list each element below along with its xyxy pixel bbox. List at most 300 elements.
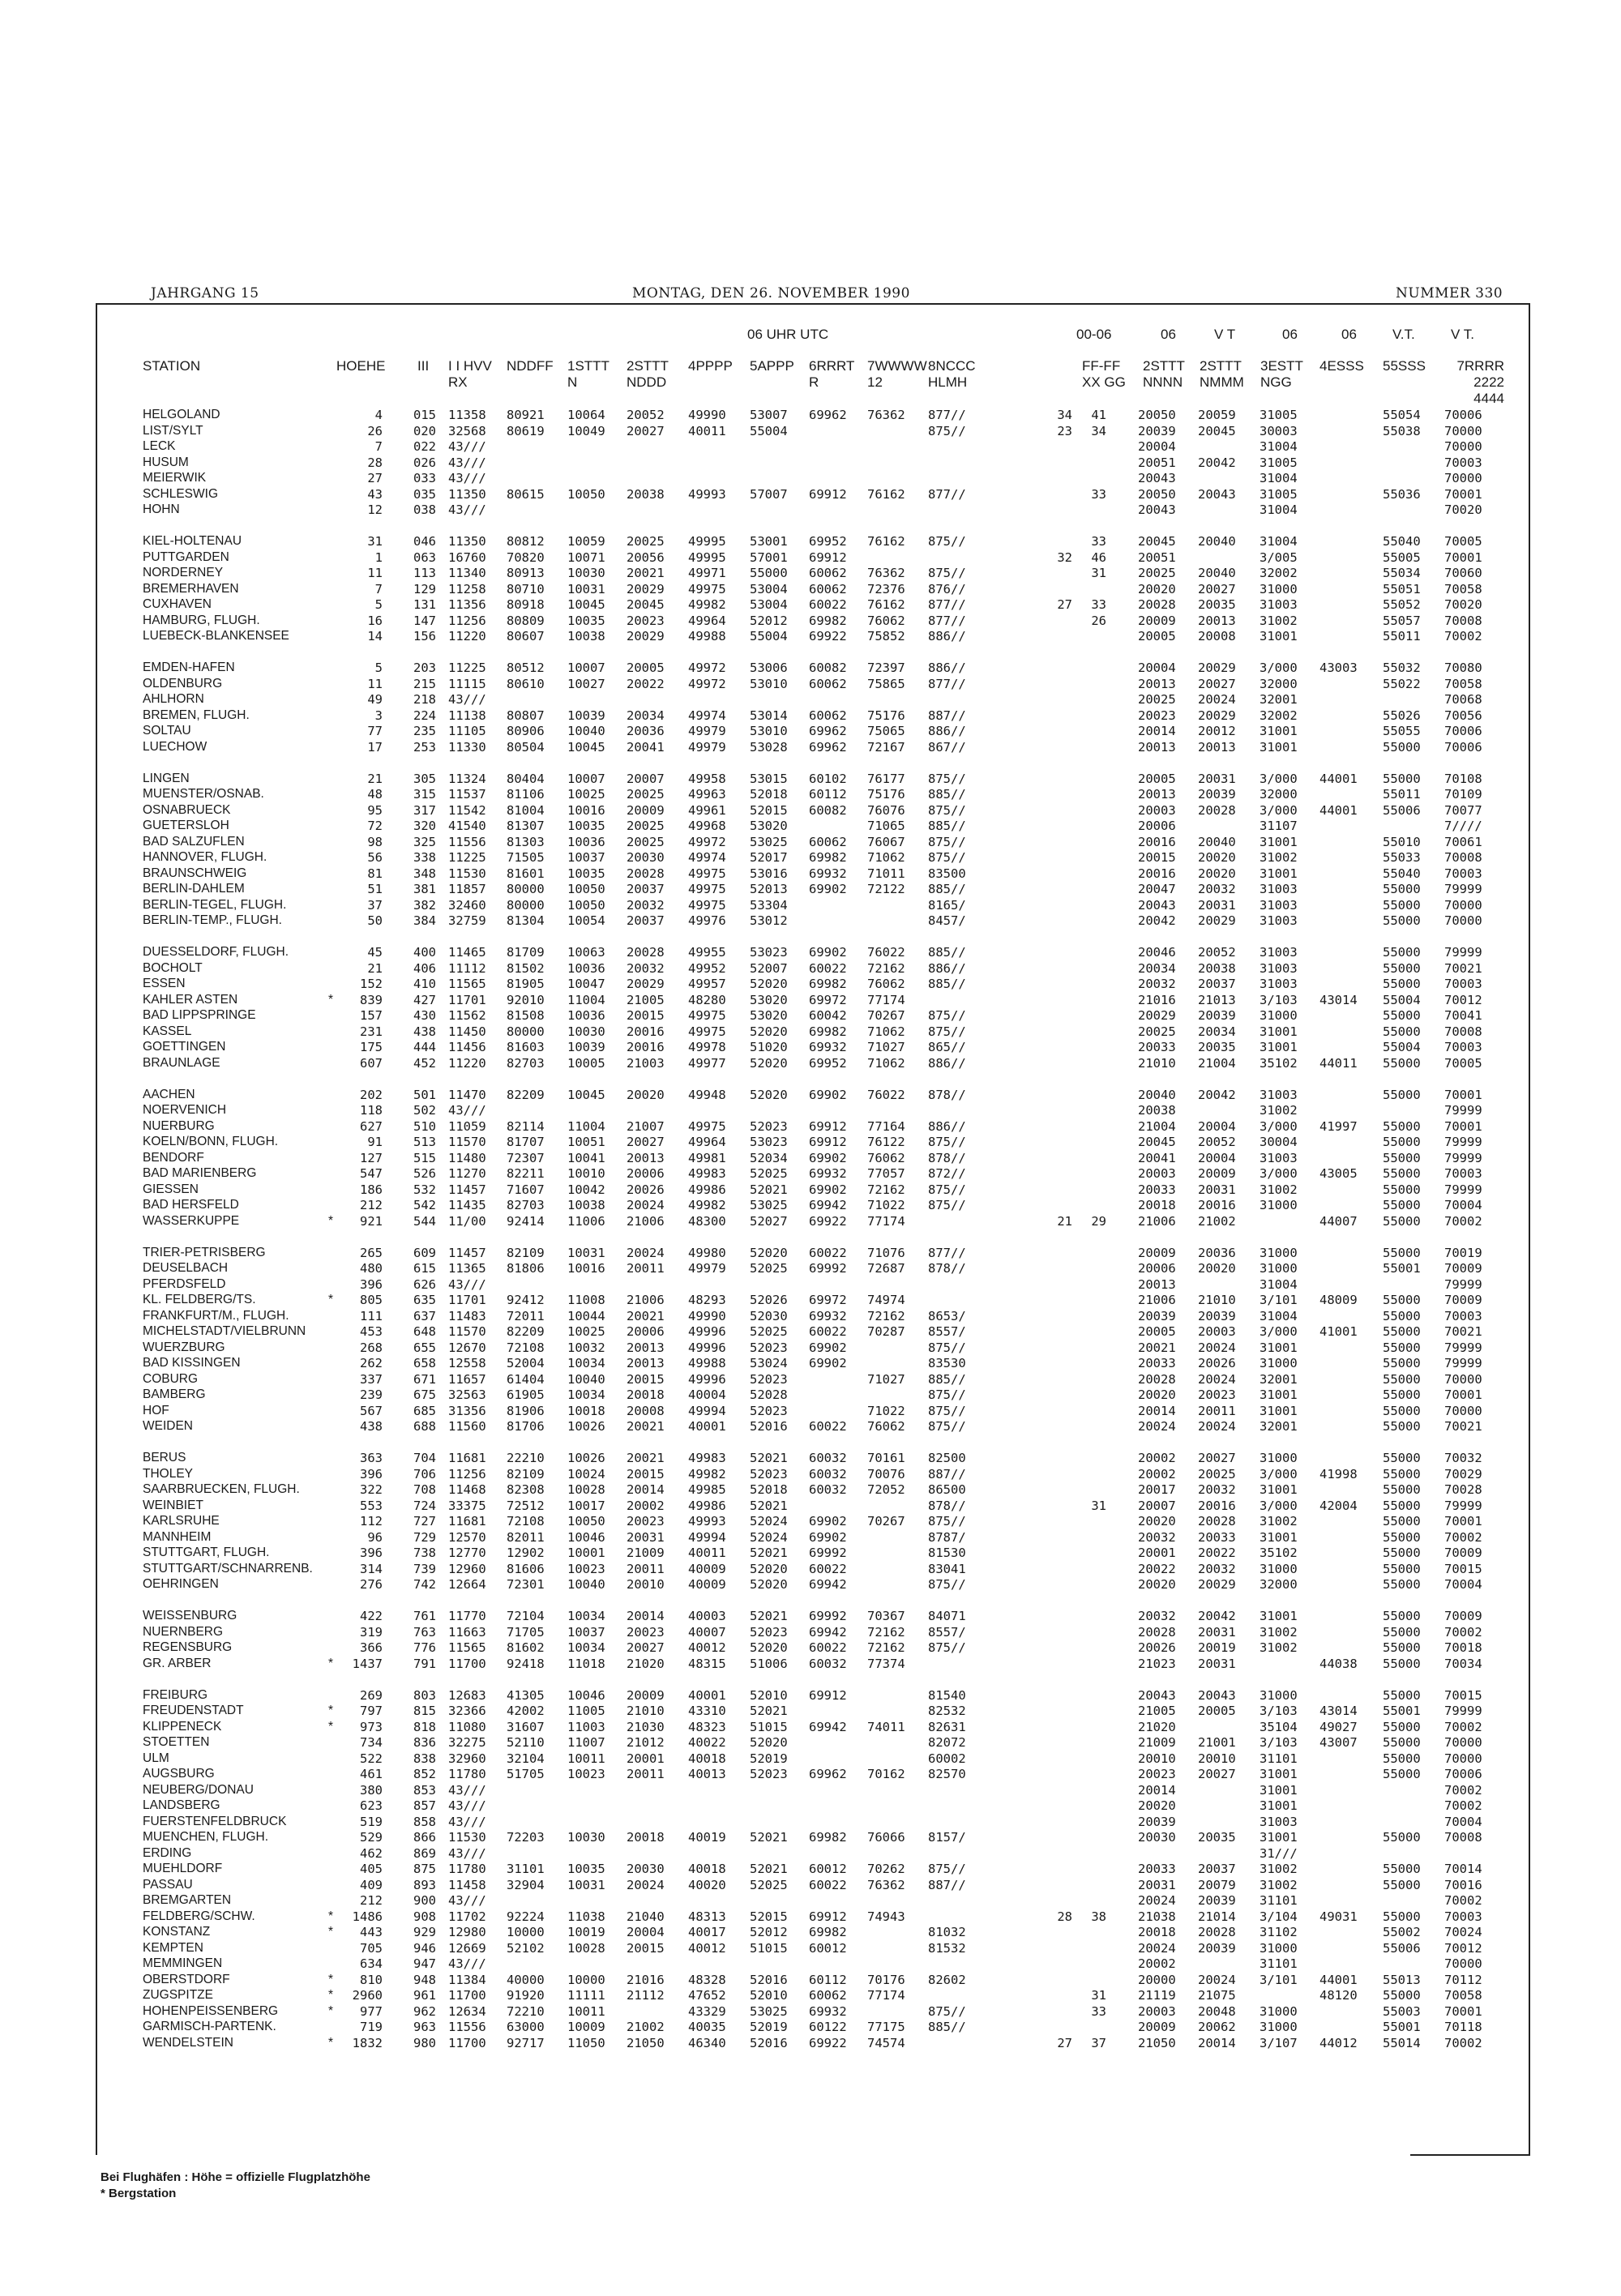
cell-i: 427 [413,992,436,1007]
cell-b: 81806 [507,1261,545,1276]
cell-a: 32366 [448,1704,486,1718]
cell-c: 11050 [567,2035,605,2050]
cell-i: 852 [413,1767,436,1781]
cell-s5: 55000 [1383,1624,1421,1640]
cell-r: 70024 [1444,1925,1482,1939]
cell-r: 70000 [1444,913,1482,928]
cell-s: BAD LIPPSPRINGE [143,1008,256,1022]
table-row [0,1404,1621,1419]
cell-c: 10011 [567,1751,605,1766]
cell-s: BERLIN-DAHLEM [143,882,245,896]
footnote-airports: Bei Flughäfen : Höhe = offizielle Flugplatzhöhe [101,2170,370,2184]
cell-t1: 20024 [1138,1893,1176,1908]
cell-t1: 20014 [1138,724,1176,738]
cell-i: 022 [413,439,436,454]
cell-s: TRIER-PETRISBERG [143,1245,266,1259]
cell-s5: 55000 [1383,1356,1421,1370]
cell-ff2: 37 [1091,2035,1106,2050]
cell-d: 20011 [627,1561,665,1576]
cell-b: 92412 [507,1293,545,1307]
cell-w: 76162 [867,534,905,549]
cell-h: 396 [360,1276,383,1292]
cell-c: 10047 [567,977,605,991]
cell-g: 69902 [809,1356,847,1370]
cell-w: 71022 [867,1403,905,1418]
cell-r: 70006 [1444,1767,1482,1781]
cell-b: 80812 [507,534,545,549]
cell-n: 875// [928,1340,966,1355]
cell-h: 21 [367,771,383,786]
cell-d: 20026 [627,1182,665,1197]
cell-i: 305 [413,771,436,786]
cell-b: 72108 [507,1340,545,1355]
cell-e: 49982 [688,1466,726,1481]
cell-e3: 32000 [1260,1577,1298,1592]
cell-n: 885// [928,1371,966,1387]
cell-i: 038 [413,502,436,517]
cell-d: 20024 [627,1245,665,1260]
cell-f: 52015 [750,802,788,818]
cell-a: 11537 [448,787,486,802]
cell-e3: 31002 [1260,613,1298,628]
cell-g: 69972 [809,1293,847,1307]
cell-d: 20028 [627,945,665,960]
cell-d: 20013 [627,1356,665,1370]
cell-b: 81502 [507,960,545,976]
cell-d: 20023 [627,1624,665,1640]
cell-t1: 20024 [1138,1419,1176,1434]
cell-e3: 31001 [1260,1024,1298,1039]
cell-b: 82703 [507,1198,545,1212]
cell-h: 462 [360,1845,383,1861]
cell-c: 10030 [567,566,605,580]
cell-r: 70034 [1444,1656,1482,1671]
cell-st: * [328,2003,334,2018]
table-bottom-rule [1410,2154,1530,2156]
cell-f: 57001 [750,549,788,565]
cell-i: 046 [413,534,436,549]
cell-a: 11700 [448,1656,486,1671]
cell-w: 71062 [867,1055,905,1071]
cell-r: 70003 [1444,866,1482,881]
cell-s: FUERSTENFELDBRUCK [143,1814,287,1828]
cell-f: 52020 [750,1024,788,1039]
cell-r: 70001 [1444,1118,1482,1134]
cell-d: 20015 [627,1371,665,1387]
cell-h: 7 [374,581,383,596]
cell-a: 11350 [448,534,486,549]
cell-c: 10054 [567,913,605,928]
cell-r: 70008 [1444,850,1482,865]
cell-n: 886// [928,1118,966,1134]
cell-h: 72 [367,819,383,833]
cell-h: 48 [367,787,383,802]
cell-s: DEUSELBACH [143,1261,229,1275]
cell-i: 615 [413,1261,436,1276]
cell-t2: 20026 [1198,1356,1236,1370]
cell-w: 71022 [867,1198,905,1212]
cell-a: 11457 [448,1182,486,1197]
cell-s: STUTTGART, FLUGH. [143,1546,270,1559]
table-row [0,629,1621,644]
cell-r: 79999 [1444,1103,1482,1118]
col-55sss: 55SSS [1383,358,1426,374]
cell-h: 337 [360,1371,383,1387]
cell-f: 52020 [750,1055,788,1071]
cell-w: 70367 [867,1609,905,1623]
table-row [0,1293,1621,1308]
cell-r: 70002 [1444,2035,1482,2050]
table-row [0,1988,1621,2003]
cell-t2: 20008 [1198,629,1236,643]
cell-b: 72203 [507,1830,545,1845]
cell-i: 113 [413,566,436,580]
cell-e4: 41998 [1319,1466,1358,1481]
cell-f: 53012 [750,913,788,928]
cell-n: 82631 [928,1719,966,1734]
cell-i: 742 [413,1577,436,1592]
cell-g: 69902 [809,1529,847,1545]
cell-i: 815 [413,1704,436,1718]
table-row [0,1562,1621,1577]
cell-s: OLDENBURG [143,676,223,691]
cell-i: 452 [413,1055,436,1071]
cell-d: 20014 [627,1609,665,1623]
cell-i: 908 [413,1909,436,1924]
cell-t2: 20009 [1198,1166,1236,1181]
cell-s: MEIERWIK [143,471,207,485]
cell-e: 49972 [688,661,726,675]
table-row [0,850,1621,866]
cell-i: 658 [413,1356,436,1370]
cell-t1: 20028 [1138,1624,1176,1640]
cell-s: KL. FELDBERG/TS. [143,1293,256,1306]
cell-t2: 20020 [1198,850,1236,865]
cell-r: 79999 [1444,1498,1482,1513]
cell-c: 11007 [567,1735,605,1750]
cell-e3: 31000 [1260,1687,1298,1703]
cell-s: BRAUNLAGE [143,1055,220,1070]
cell-d: 20021 [627,566,665,580]
cell-h: 1832 [352,2035,383,2050]
cell-s: ULM [143,1751,169,1765]
cell-g: 69922 [809,2035,847,2050]
cell-e3: 31003 [1260,882,1298,896]
cell-e3: 31101 [1260,1956,1298,1971]
cell-s5: 55004 [1383,992,1421,1007]
cell-e3: 3/101 [1260,1972,1298,1987]
cell-d: 20018 [627,1387,665,1402]
cell-b: 80504 [507,739,545,755]
cell-st: * [328,1719,334,1734]
cell-e4: 49027 [1319,1719,1358,1734]
cell-c: 11005 [567,1704,605,1718]
cell-f: 52021 [750,1609,788,1623]
footnote-mountain: * Bergstation [101,2187,177,2200]
cell-t2: 20059 [1198,408,1236,422]
cell-s5: 55000 [1383,945,1421,960]
cell-t2: 20004 [1198,1118,1236,1134]
cell-i: 156 [413,629,436,643]
cell-s5: 55000 [1383,1561,1421,1576]
cell-t1: 20023 [1138,708,1176,723]
cell-t1: 20003 [1138,2003,1176,2019]
cell-b: 92418 [507,1656,545,1671]
cell-t2: 21075 [1198,1988,1236,2003]
cell-i: 857 [413,1798,436,1813]
cell-g: 60012 [809,1862,847,1876]
cell-n: 885// [928,882,966,896]
cell-t2: 20039 [1198,1940,1236,1956]
table-row [0,550,1621,566]
cell-r: 70000 [1444,439,1482,454]
cell-d: 21040 [627,1909,665,1924]
cell-f: 52019 [750,1751,788,1766]
cell-a: 11465 [448,945,486,960]
cell-i: 438 [413,1024,436,1039]
cell-h: 269 [360,1687,383,1703]
table-row [0,1798,1621,1814]
cell-t1: 20033 [1138,1040,1176,1054]
cell-r: 70000 [1444,423,1482,438]
cell-r: 70058 [1444,676,1482,691]
table-row [0,408,1621,423]
cell-e3: 31000 [1260,1940,1298,1956]
cell-h: 262 [360,1356,383,1370]
cell-d: 20045 [627,597,665,612]
cell-t2: 20039 [1198,1308,1236,1323]
cell-e: 40001 [688,1419,726,1434]
cell-e4: 43007 [1319,1735,1358,1750]
cell-a: 11256 [448,1466,486,1481]
cell-t1: 20017 [1138,1482,1176,1497]
cell-a: 11225 [448,661,486,675]
cell-i: 980 [413,2035,436,2050]
col-5appp: 5APPP [750,358,794,374]
table-row [0,1056,1621,1071]
cell-b: 10000 [507,1925,545,1939]
cell-n: 875// [928,1008,966,1023]
table-row [0,1387,1621,1403]
cell-n: 875// [928,1640,966,1655]
cell-ff2: 38 [1091,1909,1106,1924]
cell-e3: 31003 [1260,945,1298,960]
cell-r: 70118 [1444,2020,1482,2034]
cell-h: 705 [360,1940,383,1956]
cell-s5: 55011 [1383,787,1421,802]
cell-s: KEMPTEN [143,1940,203,1955]
cell-t1: 20051 [1138,549,1176,565]
cell-s5: 55000 [1383,1118,1421,1134]
cell-g: 60102 [809,771,847,786]
cell-f: 52020 [750,1577,788,1592]
cell-n: 872// [928,1166,966,1181]
cell-h: 519 [360,1814,383,1829]
cell-g: 69982 [809,1925,847,1939]
cell-e3: 31000 [1260,1451,1298,1465]
cell-h: 77 [367,724,383,738]
cell-c: 10031 [567,1877,605,1892]
cell-a: 11457 [448,1245,486,1260]
cell-e3: 31102 [1260,1925,1298,1939]
cell-r: 70002 [1444,1529,1482,1545]
cell-ff2: 33 [1091,534,1106,549]
table-row [0,1356,1621,1371]
cell-t1: 20043 [1138,1687,1176,1703]
cell-f: 52012 [750,1925,788,1939]
cell-h: 380 [360,1782,383,1798]
cell-st: * [328,1656,334,1670]
cell-e: 48313 [688,1909,726,1924]
cell-n: 83530 [928,1356,966,1370]
cell-h: 921 [360,1213,383,1229]
cell-s5: 55036 [1383,486,1421,502]
cell-n: 81032 [928,1925,966,1939]
cell-t1: 20005 [1138,629,1176,643]
cell-e3: 31000 [1260,1356,1298,1370]
cell-f: 52021 [750,1546,788,1560]
cell-t2: 20040 [1198,534,1236,549]
cell-e3: 31001 [1260,1387,1298,1402]
cell-g: 69982 [809,1830,847,1845]
cell-a: 11780 [448,1862,486,1876]
cell-e: 49995 [688,534,726,549]
cell-s: NUERNBERG [143,1624,224,1639]
cell-r: 70012 [1444,992,1482,1007]
cell-i: 253 [413,739,436,755]
cell-b: 81106 [507,787,545,802]
cell-a: 32960 [448,1751,486,1766]
cell-f: 52025 [750,1261,788,1276]
cell-n: 877// [928,597,966,612]
cell-e3: 31001 [1260,1830,1298,1845]
cell-f: 53016 [750,866,788,881]
cell-t2: 20012 [1198,724,1236,738]
cell-s: NOERVENICH [143,1103,227,1117]
cell-g: 69932 [809,1166,847,1181]
cell-r: 70058 [1444,1988,1482,2003]
cell-t1: 20022 [1138,1561,1176,1576]
cell-t1: 20013 [1138,1276,1176,1292]
cell-s5: 55000 [1383,1371,1421,1387]
cell-t1: 20020 [1138,581,1176,596]
table-row [0,534,1621,549]
cell-d: 20031 [627,1529,665,1545]
cell-c: 10030 [567,1830,605,1845]
cell-s5: 55000 [1383,1577,1421,1592]
cell-g: 69942 [809,1577,847,1592]
cell-f: 52020 [750,1245,788,1260]
cell-h: 810 [360,1972,383,1987]
cell-n: 8157/ [928,1830,966,1845]
table-row [0,1704,1621,1719]
cell-a: 12669 [448,1940,486,1956]
cell-t2: 20014 [1198,2035,1236,2050]
cell-c: 10063 [567,945,605,960]
cell-g: 69912 [809,1909,847,1924]
cell-b: 31607 [507,1719,545,1734]
cell-d: 20029 [627,977,665,991]
cell-i: 838 [413,1751,436,1766]
cell-s5: 55026 [1383,708,1421,723]
cell-f: 53006 [750,661,788,675]
cell-s5: 55000 [1383,1909,1421,1924]
cell-g: 69982 [809,613,847,628]
cell-h: 409 [360,1877,383,1892]
cell-t1: 20002 [1138,1956,1176,1971]
cell-e: 40018 [688,1862,726,1876]
cell-t1: 20009 [1138,1245,1176,1260]
table-row [0,1657,1621,1672]
cell-h: 634 [360,1956,383,1971]
cell-ff2: 31 [1091,1988,1106,2003]
cell-c: 11008 [567,1293,605,1307]
cell-t1: 20032 [1138,1529,1176,1545]
cell-r: 70004 [1444,1198,1482,1212]
cell-f: 55004 [750,629,788,643]
cell-a: 11700 [448,1988,486,2003]
cell-s: REGENSBURG [143,1640,233,1654]
cell-s5: 55000 [1383,1308,1421,1323]
cell-c: 10050 [567,882,605,896]
cell-h: 1437 [352,1656,383,1671]
cell-t1: 21016 [1138,992,1176,1007]
cell-t2: 20037 [1198,1862,1236,1876]
cell-r: 70029 [1444,1466,1482,1481]
cell-st: * [328,1988,334,2002]
cell-i: 063 [413,549,436,565]
cell-a: 11350 [448,486,486,502]
cell-t1: 20001 [1138,1546,1176,1560]
table-row [0,1261,1621,1276]
table-row [0,661,1621,676]
cell-s5: 55000 [1383,1150,1421,1165]
cell-n: 875// [928,1403,966,1418]
cell-s5: 55038 [1383,423,1421,438]
cell-d: 20037 [627,913,665,928]
cell-b: 72210 [507,2003,545,2019]
cell-w: 70161 [867,1451,905,1465]
cell-e3: 31000 [1260,2003,1298,2019]
table-row [0,1151,1621,1166]
cell-a: 11115 [448,676,486,691]
cell-i: 510 [413,1118,436,1134]
cell-g: 69982 [809,1024,847,1039]
cell-h: 522 [360,1751,383,1766]
cell-s: KONSTANZ [143,1925,211,1939]
cell-h: 21 [367,960,383,976]
cell-c: 10050 [567,1514,605,1529]
cell-ff1: 27 [1057,597,1072,612]
cell-e3: 30003 [1260,423,1298,438]
cell-s5: 55000 [1383,1687,1421,1703]
cell-e4: 44012 [1319,2035,1358,2050]
table-row [0,724,1621,739]
cell-s: SAARBRUECKEN, FLUGH. [143,1482,300,1496]
cell-e: 40017 [688,1925,726,1939]
cell-f: 52021 [750,1830,788,1845]
cell-g: 60032 [809,1482,847,1497]
cell-ff2: 31 [1091,1498,1106,1513]
cell-a: 11340 [448,566,486,580]
cell-e3: 31002 [1260,1862,1298,1876]
cell-e: 48280 [688,992,726,1007]
cell-d: 20027 [627,1135,665,1149]
cell-f: 52018 [750,1482,788,1497]
cell-e3: 31004 [1260,534,1298,549]
cell-f: 53004 [750,597,788,612]
cell-b: 81307 [507,819,545,833]
